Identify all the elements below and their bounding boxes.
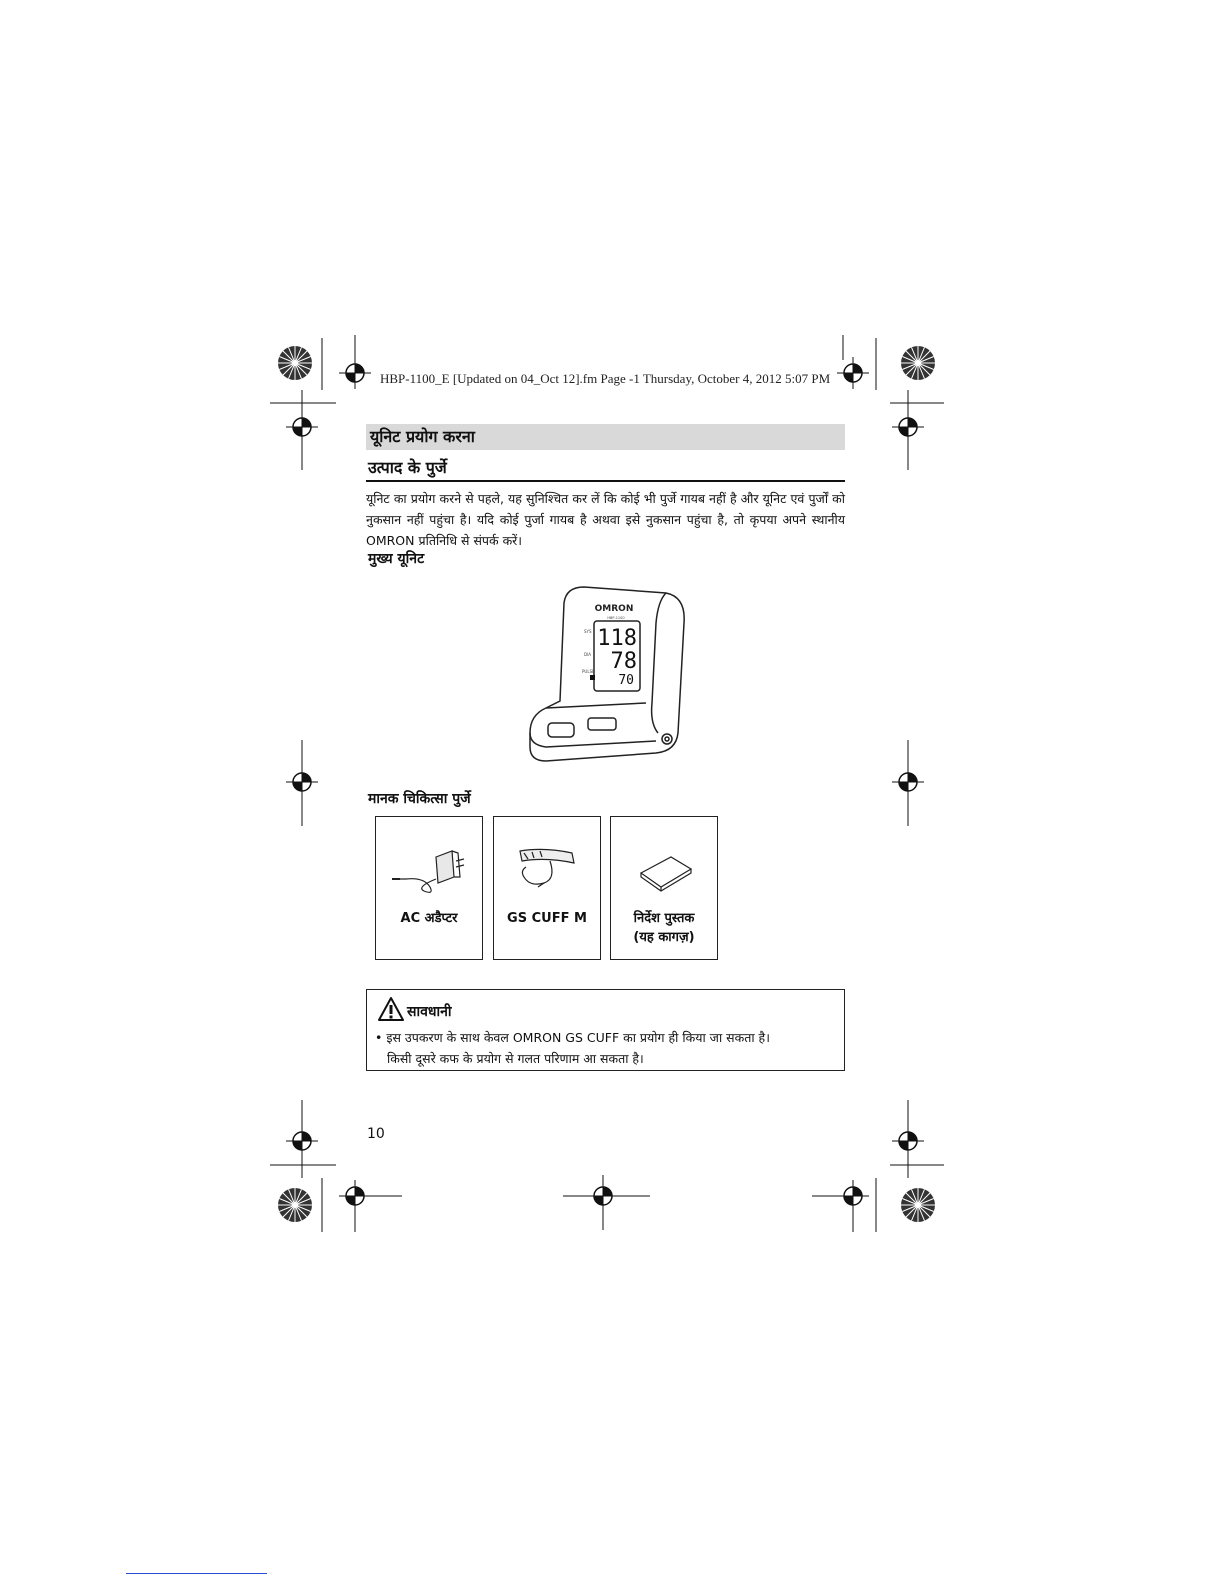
page-number: 10 (367, 1126, 385, 1142)
manual-book-icon (611, 817, 719, 907)
caution-title: सावधानी (407, 1004, 452, 1020)
brand-logo: OMRON (594, 604, 634, 614)
caution-line-1-text: इस उपकरण के साथ केवल OMRON GS CUFF का प्रयोग ही किया जा सकता है। (386, 1030, 770, 1045)
part-cuff-label: GS CUFF M (507, 911, 587, 926)
dia-label: DIA (584, 652, 591, 657)
model-text: HBP-1100 (607, 616, 625, 620)
display-dia: 78 (610, 649, 637, 674)
caution-line-2: किसी दूसरे कफ के प्रयोग से गलत परिणाम आ सकता है। (387, 1051, 644, 1066)
cuff-icon (494, 817, 602, 907)
caution-box (366, 989, 845, 1071)
ac-adapter-icon (376, 817, 484, 907)
part-manual-label: निर्देश पुस्तक (यह कागज़) (633, 911, 695, 945)
caution-text (375, 1027, 837, 1069)
bullet: • (375, 1030, 383, 1045)
standard-parts-label: मानक चिकित्सा पुर्जे (368, 791, 471, 807)
part-manual (610, 816, 718, 960)
file-info-header: HBP-1100_E [Updated on 04_Oct 12].fm Page -1 Thursday, October 4, 2012 5:07 PM (380, 371, 831, 386)
caution-line-1 (375, 1027, 837, 1048)
display-sys: 118 (597, 626, 637, 651)
main-unit-label: मुख्य यूनिट (368, 551, 425, 567)
part-ac-adapter-label: AC अडैप्टर (400, 911, 458, 926)
pulse-label: PULSE (582, 669, 595, 674)
sys-label: SYS (584, 629, 592, 634)
section-title: यूनिट प्रयोग करना (366, 424, 845, 450)
warning-icon (377, 996, 405, 1022)
sub-title: उत्पाद के पुर्जे (366, 458, 845, 482)
main-unit-illustration (526, 583, 686, 773)
display-pulse: 70 (618, 673, 634, 688)
intro-paragraph: यूनिट का प्रयोग करने से पहले, यह सुनिश्चित कर लें कि कोई भी पुर्जे गायब नहीं है और यूनिट एवं पुर्जों को नुकसान नहीं पहुंचा है। यदि कोई पुर्जा गायब है अथवा इसे नुकसान पहुंचा है, तो कृपया अपने स्थानीय OMRON प्रतिनिधि से संपर्क करें। (366, 491, 845, 548)
part-ac-adapter (375, 816, 483, 960)
part-cuff (493, 816, 601, 960)
footer-rule (126, 1573, 267, 1574)
